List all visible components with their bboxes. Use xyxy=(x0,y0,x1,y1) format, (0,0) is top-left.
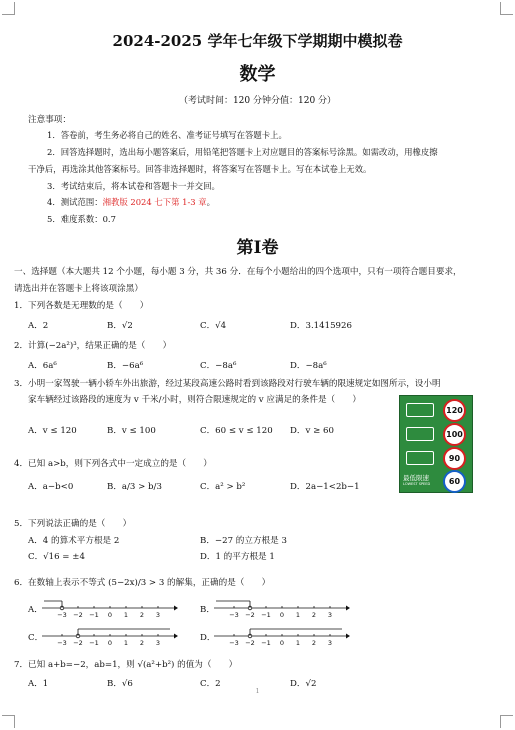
number-line-tick-label: −2 xyxy=(73,639,83,647)
q1-option-a: A．2 xyxy=(28,321,49,331)
q4-option-b: B．a/3 > b/3 xyxy=(107,482,162,492)
q6-option-c-number-line xyxy=(40,624,180,648)
q4-option-a: A．a−b<0 xyxy=(28,482,74,492)
q5-option-d: D．1 的平方根是 1 xyxy=(200,552,275,562)
q3-stem-line-1: 3．小明一家驾驶一辆小轿车外出旅游，经过某段高速公路时看到该路段对行驶车辆的限速规定如图所示，设小明 xyxy=(14,379,441,389)
q7-option-b: B．√6 xyxy=(107,679,133,689)
q6-option-d-label: D． xyxy=(200,633,216,643)
q2-option-d: D．−8a⁶ xyxy=(290,361,327,371)
q6-option-c-label: C． xyxy=(28,633,44,643)
notes-heading: 注意事项： xyxy=(28,115,71,125)
sign-row-minimum xyxy=(400,469,472,491)
q6-option-a-label: A． xyxy=(28,605,43,615)
exam-info: （考试时间：120 分钟分值：120 分） xyxy=(178,96,337,106)
q6-stem: 6．在数轴上表示不等式 (5−2x)/3 > 3 的解集，正确的是（ ） xyxy=(14,578,271,588)
note-3: 3．考试结束后，将本试卷和答题卡一并交回。 xyxy=(47,181,220,191)
q5-option-a: A．4 的算术平方根是 2 xyxy=(28,536,120,546)
note-2a: 2．回答选择题时，选出每小题答案后，用铅笔把答题卡上对应题目的答案标号涂黑。如需改动，用橡皮擦 xyxy=(47,147,438,157)
q3-option-c: C．60 ≤ v ≤ 120 xyxy=(200,426,273,436)
number-line-tick-label: −1 xyxy=(261,611,271,619)
instructions-line-2: 请选出并在答题卡上将该项涂黑） xyxy=(14,284,143,294)
page-number: 1 xyxy=(255,688,260,695)
note-1: 1．答卷前，考生务必将自己的姓名、准考证号填写在答题卡上。 xyxy=(47,130,287,140)
car-icon xyxy=(406,403,434,417)
crop-mark-bottom-right xyxy=(500,715,513,728)
crop-mark-bottom-left xyxy=(2,715,15,728)
number-line-tick-label: −1 xyxy=(89,611,99,619)
q6-option-d-number-line xyxy=(212,624,352,648)
number-line-tick-label: −2 xyxy=(245,611,255,619)
number-line-tick-label: 1 xyxy=(123,639,129,647)
q1-option-b: B．√2 xyxy=(107,321,133,331)
number-line-tick-label: 0 xyxy=(279,611,285,619)
q7-option-c: C．2 xyxy=(200,679,221,689)
q4-option-c: C．a² > b² xyxy=(200,482,246,492)
q6-option-b-number-line xyxy=(212,596,352,620)
number-line-tick-label: −3 xyxy=(229,639,239,647)
speed-120-circle: 120 xyxy=(443,399,466,422)
sign-row-truck xyxy=(400,446,472,468)
q2-option-a: A．6a⁶ xyxy=(28,361,57,371)
q5-option-b: B．−27 的立方根是 3 xyxy=(200,536,287,546)
q5-stem: 5．下列说法正确的是（ ） xyxy=(14,519,132,529)
number-line-tick-label: 3 xyxy=(155,639,161,647)
q7-option-a: A．1 xyxy=(28,679,49,689)
q6-option-b-label: B． xyxy=(200,605,215,615)
number-line-tick-label: 0 xyxy=(107,639,113,647)
q7-option-d: D．√2 xyxy=(290,679,317,689)
number-line-tick-label: 0 xyxy=(107,611,113,619)
number-line-tick-label: 3 xyxy=(327,611,333,619)
q4-option-d: D．2a−1<2b−1 xyxy=(290,482,360,492)
number-line-tick-label: 2 xyxy=(311,639,317,647)
speed-limit-sign xyxy=(399,395,473,493)
speed-60-circle: 60 xyxy=(443,470,466,493)
number-line-tick-label: 0 xyxy=(279,639,285,647)
q1-option-d: D．3.1415926 xyxy=(290,321,352,331)
number-line-tick-label: 2 xyxy=(139,611,145,619)
q3-option-a: A．v ≤ 120 xyxy=(28,426,77,436)
exam-title: 2024-2025 学年七年级下学期期中模拟卷 xyxy=(112,32,403,50)
crop-mark-top-right xyxy=(500,2,513,15)
minimum-speed-sublabel: LOWEST SPEED xyxy=(403,482,431,486)
number-line-tick-label: −2 xyxy=(73,611,83,619)
number-line-tick-label: −1 xyxy=(89,639,99,647)
instructions-line-1: 一、选择题（本大题共 12 个小题，每小题 3 分，共 36 分．在每个小题给出的四个选项中，只有一项符合题目要求， xyxy=(14,267,462,277)
number-line-tick-label: 1 xyxy=(295,639,301,647)
q1-option-c: C．√4 xyxy=(200,321,227,331)
number-line-tick-label: 3 xyxy=(327,639,333,647)
number-line-tick-label: 3 xyxy=(155,611,161,619)
q4-stem: 4．已知 a>b，则下列各式中一定成立的是（ ） xyxy=(14,459,212,469)
note-4 xyxy=(47,196,215,208)
note-2b: 干净后，再选涂其他答案标号。回答非选择题时，将答案写在答题卡上。写在本试卷上无效。 xyxy=(28,164,372,174)
number-line-tick-label: −1 xyxy=(261,639,271,647)
q6-option-a-number-line xyxy=(40,596,180,620)
note-4-suffix: 。 xyxy=(206,197,216,207)
number-line-tick-label: −3 xyxy=(229,611,239,619)
note-4-prefix: 4．测试范围： xyxy=(47,197,103,207)
q7-stem: 7．已知 a+b=−2，ab=1，则 √(a²+b²) 的值为（ ） xyxy=(14,660,238,670)
number-line-tick-label: −3 xyxy=(57,639,67,647)
q2-stem: 2．计算(−2a²)³，结果正确的是（ ） xyxy=(14,341,172,351)
crop-mark-top-left xyxy=(2,2,15,15)
q1-stem: 1．下列各数是无理数的是（ ） xyxy=(14,301,149,311)
q3-option-b: B．v ≤ 100 xyxy=(107,426,156,436)
number-line-tick-label: −2 xyxy=(245,639,255,647)
number-line-tick-label: 1 xyxy=(123,611,129,619)
speed-100-circle: 100 xyxy=(443,423,466,446)
q2-option-b: B．−6a⁶ xyxy=(107,361,144,371)
subject-title: 数学 xyxy=(239,64,276,85)
number-line-tick-label: 2 xyxy=(311,611,317,619)
q5-option-c: C．√16 = ±4 xyxy=(28,552,85,562)
speed-90-circle: 90 xyxy=(443,447,466,470)
section-title: 第Ⅰ卷 xyxy=(236,238,279,258)
number-line-tick-label: 1 xyxy=(295,611,301,619)
number-line-tick-label: −3 xyxy=(57,611,67,619)
minimum-speed-label: 最低限速 xyxy=(403,474,429,482)
note-5: 5．难度系数：0.7 xyxy=(47,214,116,224)
test-range: 湘教版 2024 七下第 1-3 章 xyxy=(102,197,207,207)
sign-row-bus xyxy=(400,422,472,444)
q3-option-d: D．v ≥ 60 xyxy=(290,426,334,436)
q2-option-c: C．−8a⁶ xyxy=(200,361,237,371)
q3-stem-line-2: 家车辆经过该路段的速度为 v 千米/小时，则符合限速规定的 v 应满足的条件是（ ） xyxy=(28,395,361,405)
number-line-tick-label: 2 xyxy=(139,639,145,647)
truck-icon xyxy=(406,451,434,465)
sign-row-car xyxy=(400,398,472,420)
bus-icon xyxy=(406,427,434,441)
